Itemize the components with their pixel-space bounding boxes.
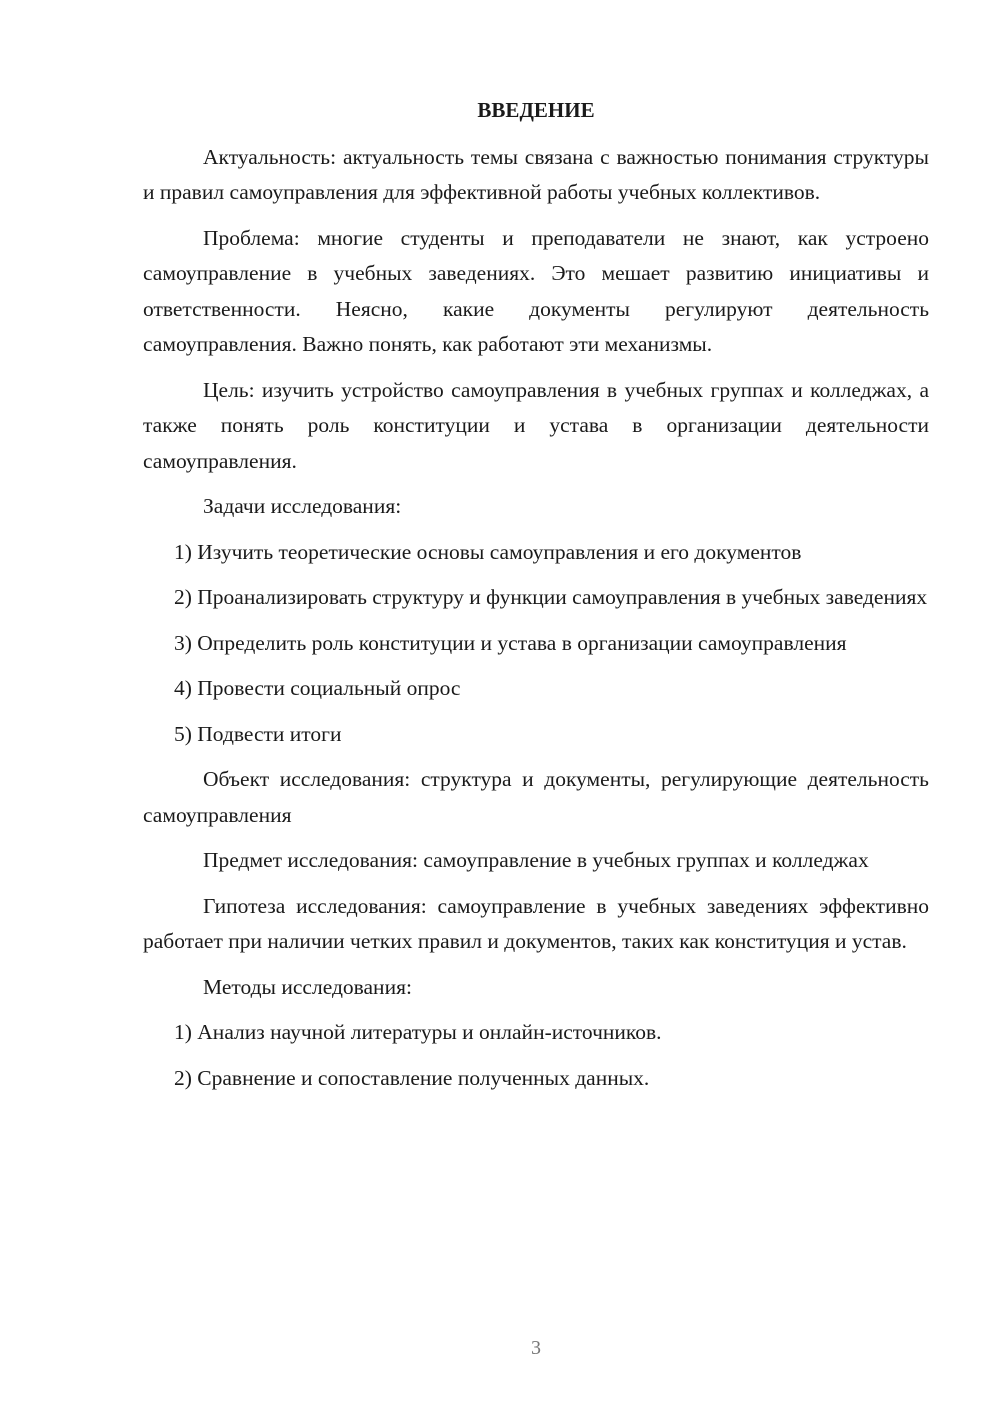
section-title: ВВЕДЕНИЕ <box>477 98 595 122</box>
page-number: 3 <box>531 1337 541 1359</box>
page-content <box>143 93 929 1106</box>
task-item: 5) Подвести итоги <box>174 721 342 746</box>
object-paragraph: Объект исследования: структура и документы, регулирующие деятельность самоуправления <box>143 767 929 827</box>
goal-paragraph: Цель: изучить устройство самоуправления в учебных группах и колледжах, а также понять роль конституции и устава в организации деятельности самоуправления. <box>143 377 929 473</box>
method-item: 2) Сравнение и сопоставление полученных данных. <box>174 1065 650 1090</box>
subject-paragraph: Предмет исследования: самоуправление в учебных группах и колледжах <box>203 848 869 872</box>
task-item: 1) Изучить теоретические основы самоуправления и его документов <box>174 539 802 564</box>
task-item: 4) Провести социальный опрос <box>174 676 461 700</box>
methods-heading: Методы исследования: <box>203 974 412 999</box>
hypothesis-paragraph: Гипотеза исследования: самоуправление в учебных заведениях эффективно работает при наличии четких правил и документов, таких как конституция и устав. <box>143 893 929 953</box>
tasks-heading: Задачи исследования: <box>203 494 402 518</box>
relevance-paragraph: Актуальность: актуальность темы связана с важностью понимания структуры и правил самоуправления для эффективной работы учебных коллективов. <box>143 144 929 204</box>
problem-paragraph: Проблема: многие студенты и преподаватели не знают, как устроено самоуправление в учебных заведениях. Это мешает развитию инициативы и ответственности. Неясно, какие документы регулируют деятельность самоуправления. Важно понять, как работают эти механизмы. <box>143 225 929 356</box>
task-item: 2) Проанализировать структуру и функции самоуправления в учебных заведениях <box>174 585 928 609</box>
task-item: 3) Определить роль конституции и устава в организации самоуправления <box>174 630 847 655</box>
method-item: 1) Анализ научной литературы и онлайн-источников. <box>174 1020 662 1044</box>
